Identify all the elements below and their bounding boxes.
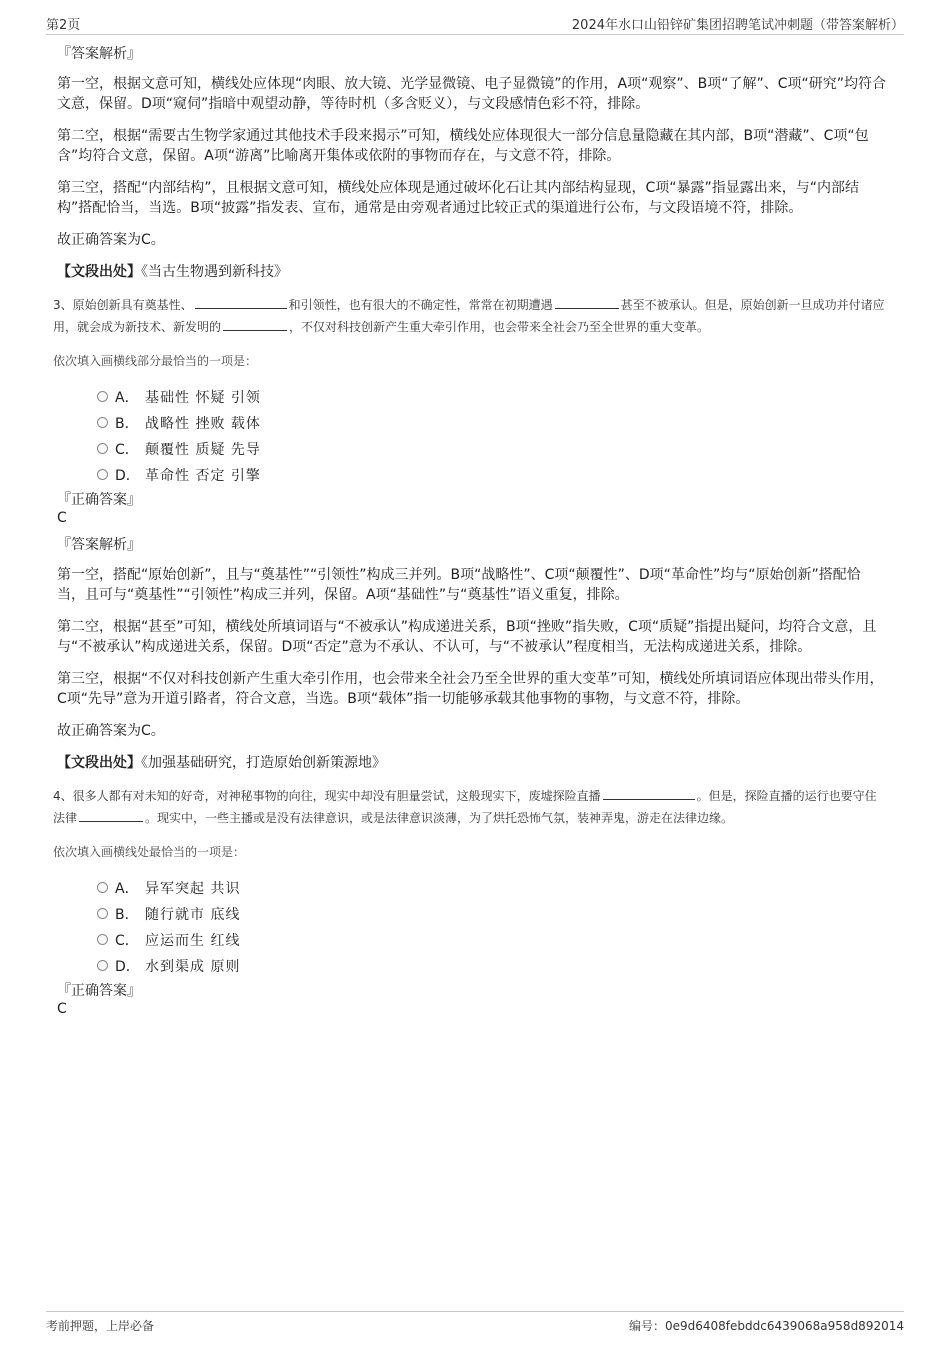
option-c[interactable]: [97, 928, 887, 954]
answer-blank: [555, 294, 619, 309]
page-content: [53, 44, 887, 1026]
radio-button[interactable]: [97, 469, 108, 480]
question-text-segment: 。但是，探险直播的运行也要守住法律: [53, 789, 877, 825]
option-text: 水到渠成 原则: [145, 959, 241, 975]
document-title: 2024年水口山铅锌矿集团招聘笔试冲刺题（带答案解析）: [571, 18, 904, 33]
source-citation: [57, 753, 887, 773]
analysis-paragraph: 第一空，搭配“原始创新”，且与“奠基性”“引领性”构成三并列。B项“战略性”、C项“颠覆性”、D项“革命性”均与“原始创新”搭配恰当，且可与“奠基性”“引领性”构成三并列，保留。A项“基础性”与“奠基性”语义重复，排除。: [57, 567, 861, 603]
option-text: 颠覆性 质疑 先导: [145, 442, 261, 458]
option-b[interactable]: [97, 902, 887, 928]
option-text: 应运而生 红线: [145, 933, 241, 949]
option-a[interactable]: [97, 385, 887, 411]
analysis-heading: 『答案解析』: [57, 46, 141, 62]
option-b[interactable]: [97, 411, 887, 437]
source-title: 《加强基础研究，打造原始创新策源地》: [141, 755, 386, 771]
option-text: 战略性 挫败 载体: [145, 416, 261, 432]
analysis-paragraph: 第一空，根据文意可知，横线处应体现“肉眼、放大镜、光学显微镜、电子显微镜”的作用，A项“观察”、B项“了解”、C项“研究”均符合文意，保留。D项“窥伺”指暗中观望动静，等待时机（多含贬义），与文段感情色彩不符，排除。: [57, 76, 886, 112]
option-letter: D．: [115, 468, 140, 484]
analysis-paragraph: 第三空，根据“不仅对科技创新产生重大牵引作用，也会带来全社会乃至全世界的重大变革”可知，横线处所填词语应体现出带头作用，C项“先导”意为开道引路者，符合文意，当选。B项“载体”指一切能够承载其他事物的事物，与文意不符，排除。: [57, 671, 884, 707]
option-c[interactable]: [97, 437, 887, 463]
option-text: 随行就市 底线: [145, 907, 241, 923]
option-d[interactable]: [97, 463, 887, 489]
answer-blank: [603, 785, 695, 800]
radio-button[interactable]: [97, 934, 108, 945]
option-letter: A．: [115, 390, 139, 406]
analysis-paragraph: 第二空，根据“甚至”可知，横线处所填词语与“不被承认”构成递进关系，B项“挫败”指失败，C项“质疑”指提出疑问，均符合文意，且与“不被承认”构成递进关系，保留。D项“否定”意为不承认、不认可，与“不被承认”程度相当，无法构成递进关系，排除。: [57, 619, 877, 655]
answer-blank: [195, 294, 287, 309]
source-label: 【文段出处】: [57, 264, 141, 280]
radio-button[interactable]: [97, 443, 108, 454]
option-letter: B．: [115, 416, 139, 432]
radio-button[interactable]: [97, 391, 108, 402]
question-3-prompt: 依次填入画横线部分最恰当的一项是：: [53, 354, 258, 368]
option-letter: C．: [115, 933, 139, 949]
question-text-segment: ，不仅对科技创新产生重大牵引作用，也会带来全社会乃至全世界的重大变革。: [289, 320, 710, 334]
final-answer-statement: 故正确答案为C。: [57, 232, 165, 248]
option-d[interactable]: [97, 954, 887, 980]
option-letter: A．: [115, 881, 139, 897]
question-text-segment: 甚至不被承认。但是，原始创新一旦成功并付诸应用，就会成为新技术、新发明的: [53, 298, 885, 334]
option-letter: B．: [115, 907, 139, 923]
document-id: 编号：0e9d6408febddc6439068a958d892014: [629, 1319, 904, 1333]
question-text-segment: 3、原始创新具有奠基性、: [53, 298, 193, 312]
question-text-segment: 。现实中，一些主播或是没有法律意识，或是法律意识淡薄，为了烘托恐怖气氛，装神弄鬼，游走在法律边缘。: [145, 811, 734, 825]
radio-button[interactable]: [97, 960, 108, 971]
question-4-text: [53, 785, 887, 829]
option-text: 革命性 否定 引擎: [145, 468, 261, 484]
question-text-segment: 和引领性，也有很大的不确定性，常常在初期遭遇: [288, 298, 553, 312]
option-letter: C．: [115, 442, 139, 458]
correct-answer-value: C: [57, 1001, 67, 1017]
source-title: 《当古生物遇到新科技》: [141, 264, 288, 280]
radio-button[interactable]: [97, 908, 108, 919]
correct-answer-value: C: [57, 510, 67, 526]
option-letter: D．: [115, 959, 140, 975]
radio-button[interactable]: [97, 417, 108, 428]
page-header: [46, 12, 904, 35]
final-answer-statement: 故正确答案为C。: [57, 723, 165, 739]
question-3-text: [53, 294, 887, 338]
source-citation: [57, 262, 887, 282]
option-a[interactable]: [97, 876, 887, 902]
answer-blank: [79, 807, 143, 822]
footer-slogan: 考前押题，上岸必备: [46, 1319, 155, 1333]
analysis-heading: 『答案解析』: [57, 537, 141, 553]
analysis-paragraph: 第二空，根据“需要古生物学家通过其他技术手段来揭示”可知，横线处应体现很大一部分信息量隐藏在其内部，B项“潜藏”、C项“包含”均符合文意，保留。A项“游离”比喻离开集体或依附的事物而存在，与文意不符，排除。: [57, 128, 869, 164]
correct-answer-heading: 『正确答案』: [57, 492, 141, 508]
analysis-paragraph: 第三空，搭配“内部结构”，且根据文意可知，横线处应体现是通过破坏化石让其内部结构显现，C项“暴露”指显露出来，与“内部结构”搭配恰当，当选。B项“披露”指发表、宣布，通常是由旁观者通过比较正式的渠道进行公布，与文段语境不符，排除。: [57, 180, 860, 216]
option-text: 异军突起 共识: [145, 881, 241, 897]
page-footer: [46, 1311, 904, 1336]
question-text-segment: 4、很多人都有对未知的好奇，对神秘事物的向往，现实中却没有胆量尝试，这般现实下，废墟探险直播: [53, 789, 601, 803]
question-4-prompt: 依次填入画横线处最恰当的一项是：: [53, 845, 246, 859]
correct-answer-heading: 『正确答案』: [57, 983, 141, 999]
answer-blank: [223, 316, 287, 331]
source-label: 【文段出处】: [57, 755, 141, 771]
page-number: 第2页: [46, 18, 81, 33]
radio-button[interactable]: [97, 882, 108, 893]
option-text: 基础性 怀疑 引领: [145, 390, 261, 406]
